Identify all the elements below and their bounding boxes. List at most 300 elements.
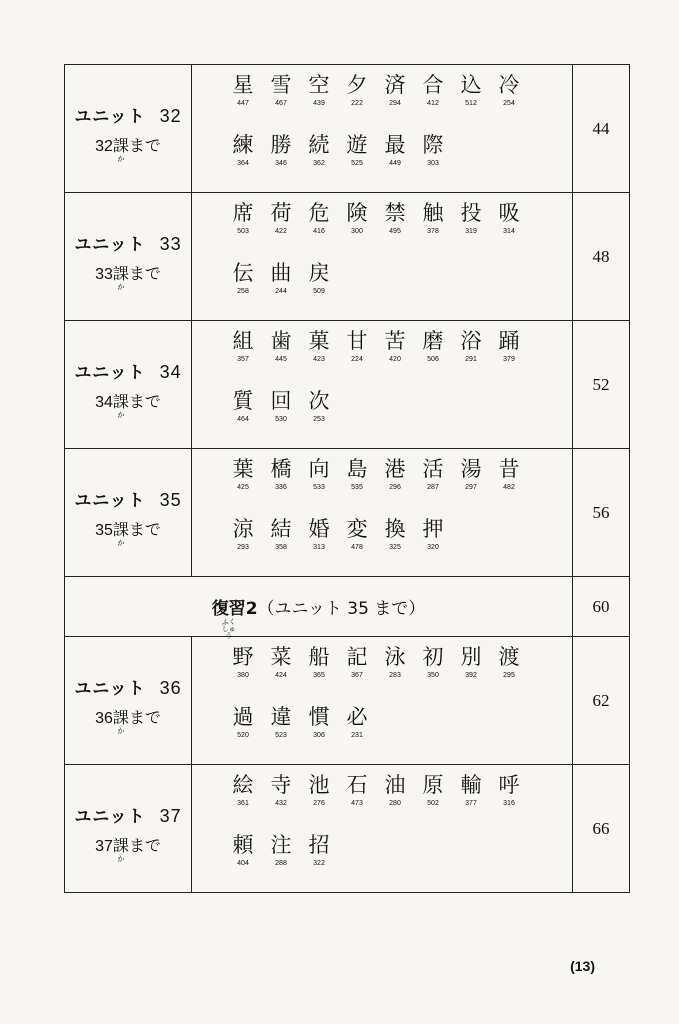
kanji-char: 招: [308, 832, 330, 857]
kanji-char: 頼: [232, 832, 254, 857]
lesson-kanji-ruby: か: [117, 154, 125, 163]
review-subtitle: （ユニット 35 まで）: [257, 599, 426, 619]
kanji-number: 231: [351, 731, 363, 739]
kanji-char: 甘: [346, 328, 368, 353]
kanji-number: 447: [237, 99, 249, 107]
kanji-item: [300, 132, 338, 168]
review-row: [65, 577, 630, 637]
lesson-number: 33: [95, 265, 113, 283]
kanji-item: [338, 200, 376, 236]
kanji-item: [452, 456, 490, 492]
review-cell: [65, 577, 573, 640]
kanji-number: 303: [427, 159, 439, 167]
kanji-char: 触: [422, 200, 444, 225]
kanji-char: 結: [270, 516, 292, 541]
kanji-item: [490, 328, 528, 364]
kanji-number: 439: [313, 99, 325, 107]
kanji-item: [338, 72, 376, 108]
kanji-list-cell: [192, 321, 573, 449]
kanji-number: 412: [427, 99, 439, 107]
kanji-char: 必: [346, 704, 368, 729]
kanji-char: 過: [232, 704, 254, 729]
kanji-item: [300, 704, 338, 740]
kanji-char: 回: [270, 388, 292, 413]
kanji-char: 渡: [498, 644, 520, 669]
toc-table: [64, 64, 630, 893]
kanji-line: [224, 644, 572, 698]
kanji-number: 358: [275, 543, 287, 551]
lesson-number: 36: [95, 709, 113, 727]
unit-label: ユニット: [74, 106, 146, 127]
kanji-item: [414, 456, 452, 492]
kanji-line: [224, 200, 572, 254]
unit-title: [65, 674, 191, 699]
kanji-number: 295: [503, 671, 515, 679]
page-ref: 52: [573, 321, 630, 449]
unit-label: ユニット: [74, 678, 146, 699]
review-kanji-text: 復習: [211, 599, 246, 619]
kanji-number: 392: [465, 671, 477, 679]
kanji-item: [262, 328, 300, 364]
kanji-number: 254: [503, 99, 515, 107]
lesson-number: 35: [95, 521, 113, 539]
kanji-item: [376, 132, 414, 168]
kanji-item: [300, 832, 338, 868]
lesson-kanji-text: 課: [112, 519, 129, 539]
unit-number: 35: [159, 489, 182, 510]
page-ref: 56: [573, 449, 630, 577]
lesson-kanji: [112, 261, 129, 291]
kanji-item: [452, 644, 490, 680]
kanji-char: 橋: [270, 456, 292, 481]
lesson-tail: まで: [128, 391, 161, 411]
kanji-char: 険: [346, 200, 368, 225]
lesson-kanji: [112, 517, 129, 547]
kanji-number: 379: [503, 355, 515, 363]
kanji-number: 296: [389, 483, 401, 491]
kanji-line: [224, 72, 572, 126]
lesson-kanji: [112, 389, 129, 419]
unit-title: [65, 230, 191, 255]
lesson-tail: まで: [128, 835, 161, 855]
lesson-range: [65, 705, 191, 735]
unit-label: ユニット: [74, 490, 146, 511]
kanji-char: 菜: [270, 644, 292, 669]
kanji-number: 306: [313, 731, 325, 739]
kanji-list-cell: [192, 65, 573, 193]
kanji-char: 島: [346, 456, 368, 481]
unit-label-cell: [65, 449, 192, 577]
kanji-item: [338, 772, 376, 808]
kanji-line: [224, 456, 572, 510]
review-kanji-ruby: ふくしゅう: [221, 618, 236, 640]
kanji-char: 船: [308, 644, 330, 669]
kanji-number: 530: [275, 415, 287, 423]
page-ref: 60: [573, 577, 630, 637]
kanji-item: [300, 388, 338, 424]
kanji-char: 呼: [498, 772, 520, 797]
kanji-char: 組: [232, 328, 254, 353]
page-number: (13): [570, 958, 595, 974]
kanji-item: [262, 72, 300, 108]
kanji-item: [338, 704, 376, 740]
kanji-item: [224, 456, 262, 492]
kanji-char: 初: [422, 644, 444, 669]
kanji-item: [262, 644, 300, 680]
page-ref: 44: [573, 65, 630, 193]
kanji-item: [262, 516, 300, 552]
kanji-number: 523: [275, 731, 287, 739]
kanji-char: 浴: [460, 328, 482, 353]
kanji-item: [224, 704, 262, 740]
kanji-item: [376, 72, 414, 108]
lesson-kanji-ruby: か: [117, 726, 125, 735]
kanji-number: 424: [275, 671, 287, 679]
kanji-item: [376, 200, 414, 236]
kanji-char: 輸: [460, 772, 482, 797]
kanji-char: 込: [460, 72, 482, 97]
kanji-char: 遊: [346, 132, 368, 157]
kanji-number: 288: [275, 859, 287, 867]
unit-number: 36: [159, 677, 182, 698]
kanji-line: [224, 260, 572, 314]
kanji-number: 416: [313, 227, 325, 235]
kanji-char: 吸: [498, 200, 520, 225]
kanji-item: [414, 516, 452, 552]
kanji-char: 雪: [270, 72, 292, 97]
kanji-char: 曲: [270, 260, 292, 285]
kanji-char: 勝: [270, 132, 292, 157]
kanji-item: [262, 772, 300, 808]
kanji-number: 350: [427, 671, 439, 679]
kanji-number: 320: [427, 543, 439, 551]
kanji-char: 別: [460, 644, 482, 669]
kanji-item: [300, 72, 338, 108]
kanji-char: 苦: [384, 328, 406, 353]
unit-row: [65, 193, 630, 321]
kanji-number: 509: [313, 287, 325, 295]
kanji-number: 378: [427, 227, 439, 235]
kanji-char: 慣: [308, 704, 330, 729]
kanji-item: [300, 456, 338, 492]
kanji-char: 冷: [498, 72, 520, 97]
kanji-number: 361: [237, 799, 249, 807]
kanji-number: 322: [313, 859, 325, 867]
lesson-kanji-text: 課: [112, 707, 129, 727]
kanji-item: [414, 772, 452, 808]
kanji-number: 367: [351, 671, 363, 679]
kanji-number: 425: [237, 483, 249, 491]
kanji-number: 280: [389, 799, 401, 807]
unit-row: [65, 321, 630, 449]
kanji-number: 503: [237, 227, 249, 235]
kanji-item: [452, 72, 490, 108]
kanji-char: 最: [384, 132, 406, 157]
unit-label-cell: [65, 65, 192, 193]
kanji-char: 野: [232, 644, 254, 669]
kanji-number: 404: [237, 859, 249, 867]
kanji-item: [262, 388, 300, 424]
kanji-number: 336: [275, 483, 287, 491]
kanji-char: 戻: [308, 260, 330, 285]
kanji-char: 際: [422, 132, 444, 157]
kanji-number: 316: [503, 799, 515, 807]
unit-title: [65, 486, 191, 511]
kanji-char: 寺: [270, 772, 292, 797]
kanji-char: 練: [232, 132, 254, 157]
unit-row: [65, 449, 630, 577]
kanji-item: [414, 644, 452, 680]
lesson-number: 37: [95, 837, 113, 855]
unit-row: [65, 637, 630, 765]
kanji-char: 泳: [384, 644, 406, 669]
kanji-line: [224, 772, 572, 826]
kanji-number: 502: [427, 799, 439, 807]
kanji-char: 油: [384, 772, 406, 797]
kanji-item: [490, 772, 528, 808]
kanji-char: 席: [232, 200, 254, 225]
kanji-line: [224, 516, 572, 570]
unit-label: ユニット: [74, 234, 146, 255]
kanji-item: [490, 456, 528, 492]
kanji-item: [224, 772, 262, 808]
kanji-item: [300, 328, 338, 364]
unit-number: 32: [159, 105, 182, 126]
review-number: 2: [245, 599, 258, 619]
kanji-number: 449: [389, 159, 401, 167]
kanji-item: [414, 200, 452, 236]
unit-number: 33: [159, 233, 182, 254]
kanji-number: 464: [237, 415, 249, 423]
kanji-char: 菓: [308, 328, 330, 353]
kanji-char: 涼: [232, 516, 254, 541]
kanji-char: 禁: [384, 200, 406, 225]
kanji-item: [224, 832, 262, 868]
kanji-line: [224, 328, 572, 382]
kanji-item: [300, 516, 338, 552]
kanji-item: [376, 328, 414, 364]
lesson-range: [65, 389, 191, 419]
kanji-char: 押: [422, 516, 444, 541]
kanji-number: 377: [465, 799, 477, 807]
kanji-number: 422: [275, 227, 287, 235]
kanji-number: 346: [275, 159, 287, 167]
unit-row: [65, 65, 630, 193]
lesson-kanji-text: 課: [112, 135, 129, 155]
unit-number: 34: [159, 361, 182, 382]
kanji-item: [224, 132, 262, 168]
lesson-tail: まで: [128, 519, 161, 539]
kanji-char: 伝: [232, 260, 254, 285]
kanji-number: 420: [389, 355, 401, 363]
kanji-char: 向: [308, 456, 330, 481]
kanji-item: [376, 772, 414, 808]
kanji-number: 473: [351, 799, 363, 807]
kanji-number: 276: [313, 799, 325, 807]
unit-label-cell: [65, 193, 192, 321]
kanji-number: 495: [389, 227, 401, 235]
lesson-kanji-ruby: か: [117, 854, 125, 863]
kanji-char: 昔: [498, 456, 520, 481]
unit-title: [65, 358, 191, 383]
kanji-list-cell: [192, 193, 573, 321]
kanji-char: 原: [422, 772, 444, 797]
kanji-number: 535: [351, 483, 363, 491]
kanji-line: [224, 704, 572, 758]
lesson-tail: まで: [128, 263, 161, 283]
kanji-number: 520: [237, 731, 249, 739]
kanji-number: 313: [313, 543, 325, 551]
kanji-item: [452, 200, 490, 236]
kanji-item: [224, 260, 262, 296]
kanji-item: [338, 644, 376, 680]
unit-row: [65, 765, 630, 893]
unit-title: [65, 802, 191, 827]
kanji-line: [224, 388, 572, 442]
kanji-item: [224, 72, 262, 108]
kanji-item: [414, 328, 452, 364]
kanji-item: [338, 132, 376, 168]
kanji-item: [224, 200, 262, 236]
lesson-kanji-ruby: か: [117, 538, 125, 547]
kanji-number: 357: [237, 355, 249, 363]
kanji-char: 空: [308, 72, 330, 97]
kanji-item: [414, 132, 452, 168]
kanji-number: 244: [275, 287, 287, 295]
kanji-number: 253: [313, 415, 325, 423]
kanji-item: [300, 644, 338, 680]
lesson-kanji-text: 課: [112, 835, 129, 855]
lesson-number: 34: [95, 393, 113, 411]
kanji-number: 222: [351, 99, 363, 107]
kanji-char: 次: [308, 388, 330, 413]
unit-label-cell: [65, 765, 192, 893]
kanji-list-cell: [192, 449, 573, 577]
lesson-kanji-ruby: か: [117, 282, 125, 291]
kanji-item: [452, 772, 490, 808]
page-ref: 66: [573, 765, 630, 893]
kanji-char: 歯: [270, 328, 292, 353]
kanji-char: 済: [384, 72, 406, 97]
kanji-char: 港: [384, 456, 406, 481]
kanji-number: 291: [465, 355, 477, 363]
kanji-number: 224: [351, 355, 363, 363]
kanji-item: [224, 516, 262, 552]
kanji-char: 絵: [232, 772, 254, 797]
lesson-range: [65, 833, 191, 863]
lesson-kanji: [112, 133, 129, 163]
kanji-number: 432: [275, 799, 287, 807]
kanji-char: 婚: [308, 516, 330, 541]
kanji-item: [224, 328, 262, 364]
kanji-item: [490, 644, 528, 680]
unit-label: ユニット: [74, 806, 146, 827]
kanji-number: 297: [465, 483, 477, 491]
kanji-item: [300, 200, 338, 236]
kanji-number: 319: [465, 227, 477, 235]
kanji-char: 池: [308, 772, 330, 797]
kanji-number: 506: [427, 355, 439, 363]
kanji-item: [262, 832, 300, 868]
kanji-item: [338, 456, 376, 492]
kanji-number: 314: [503, 227, 515, 235]
lesson-kanji: [112, 833, 129, 863]
review-kanji: [211, 594, 246, 640]
kanji-number: 423: [313, 355, 325, 363]
kanji-number: 364: [237, 159, 249, 167]
kanji-number: 325: [389, 543, 401, 551]
page-ref: 62: [573, 637, 630, 765]
lesson-range: [65, 261, 191, 291]
unit-title: [65, 102, 191, 127]
kanji-number: 512: [465, 99, 477, 107]
kanji-item: [452, 328, 490, 364]
kanji-number: 283: [389, 671, 401, 679]
kanji-char: 投: [460, 200, 482, 225]
kanji-item: [490, 200, 528, 236]
kanji-item: [262, 456, 300, 492]
kanji-number: 482: [503, 483, 515, 491]
kanji-char: 踊: [498, 328, 520, 353]
kanji-char: 磨: [422, 328, 444, 353]
kanji-item: [224, 388, 262, 424]
kanji-number: 293: [237, 543, 249, 551]
kanji-number: 258: [237, 287, 249, 295]
kanji-char: 活: [422, 456, 444, 481]
kanji-number: 478: [351, 543, 363, 551]
kanji-char: 換: [384, 516, 406, 541]
lesson-kanji: [112, 705, 129, 735]
kanji-line: [224, 832, 572, 886]
kanji-number: 365: [313, 671, 325, 679]
kanji-char: 記: [346, 644, 368, 669]
kanji-char: 湯: [460, 456, 482, 481]
kanji-item: [300, 772, 338, 808]
kanji-item: [224, 644, 262, 680]
kanji-number: 300: [351, 227, 363, 235]
lesson-kanji-ruby: か: [117, 410, 125, 419]
kanji-char: 葉: [232, 456, 254, 481]
kanji-char: 注: [270, 832, 292, 857]
kanji-char: 合: [422, 72, 444, 97]
kanji-item: [414, 72, 452, 108]
kanji-item: [262, 200, 300, 236]
kanji-number: 467: [275, 99, 287, 107]
kanji-item: [262, 260, 300, 296]
kanji-item: [262, 704, 300, 740]
kanji-char: 続: [308, 132, 330, 157]
kanji-item: [376, 516, 414, 552]
kanji-char: 石: [346, 772, 368, 797]
page-ref: 48: [573, 193, 630, 321]
kanji-number: 380: [237, 671, 249, 679]
kanji-item: [376, 644, 414, 680]
kanji-line: [224, 132, 572, 186]
kanji-number: 287: [427, 483, 439, 491]
lesson-kanji-text: 課: [112, 263, 129, 283]
lesson-range: [65, 133, 191, 163]
kanji-number: 294: [389, 99, 401, 107]
kanji-number: 445: [275, 355, 287, 363]
kanji-char: 質: [232, 388, 254, 413]
kanji-char: 違: [270, 704, 292, 729]
kanji-char: 星: [232, 72, 254, 97]
kanji-number: 533: [313, 483, 325, 491]
lesson-tail: まで: [128, 135, 161, 155]
unit-label-cell: [65, 321, 192, 449]
lesson-number: 32: [95, 137, 113, 155]
review-title: [211, 599, 426, 640]
